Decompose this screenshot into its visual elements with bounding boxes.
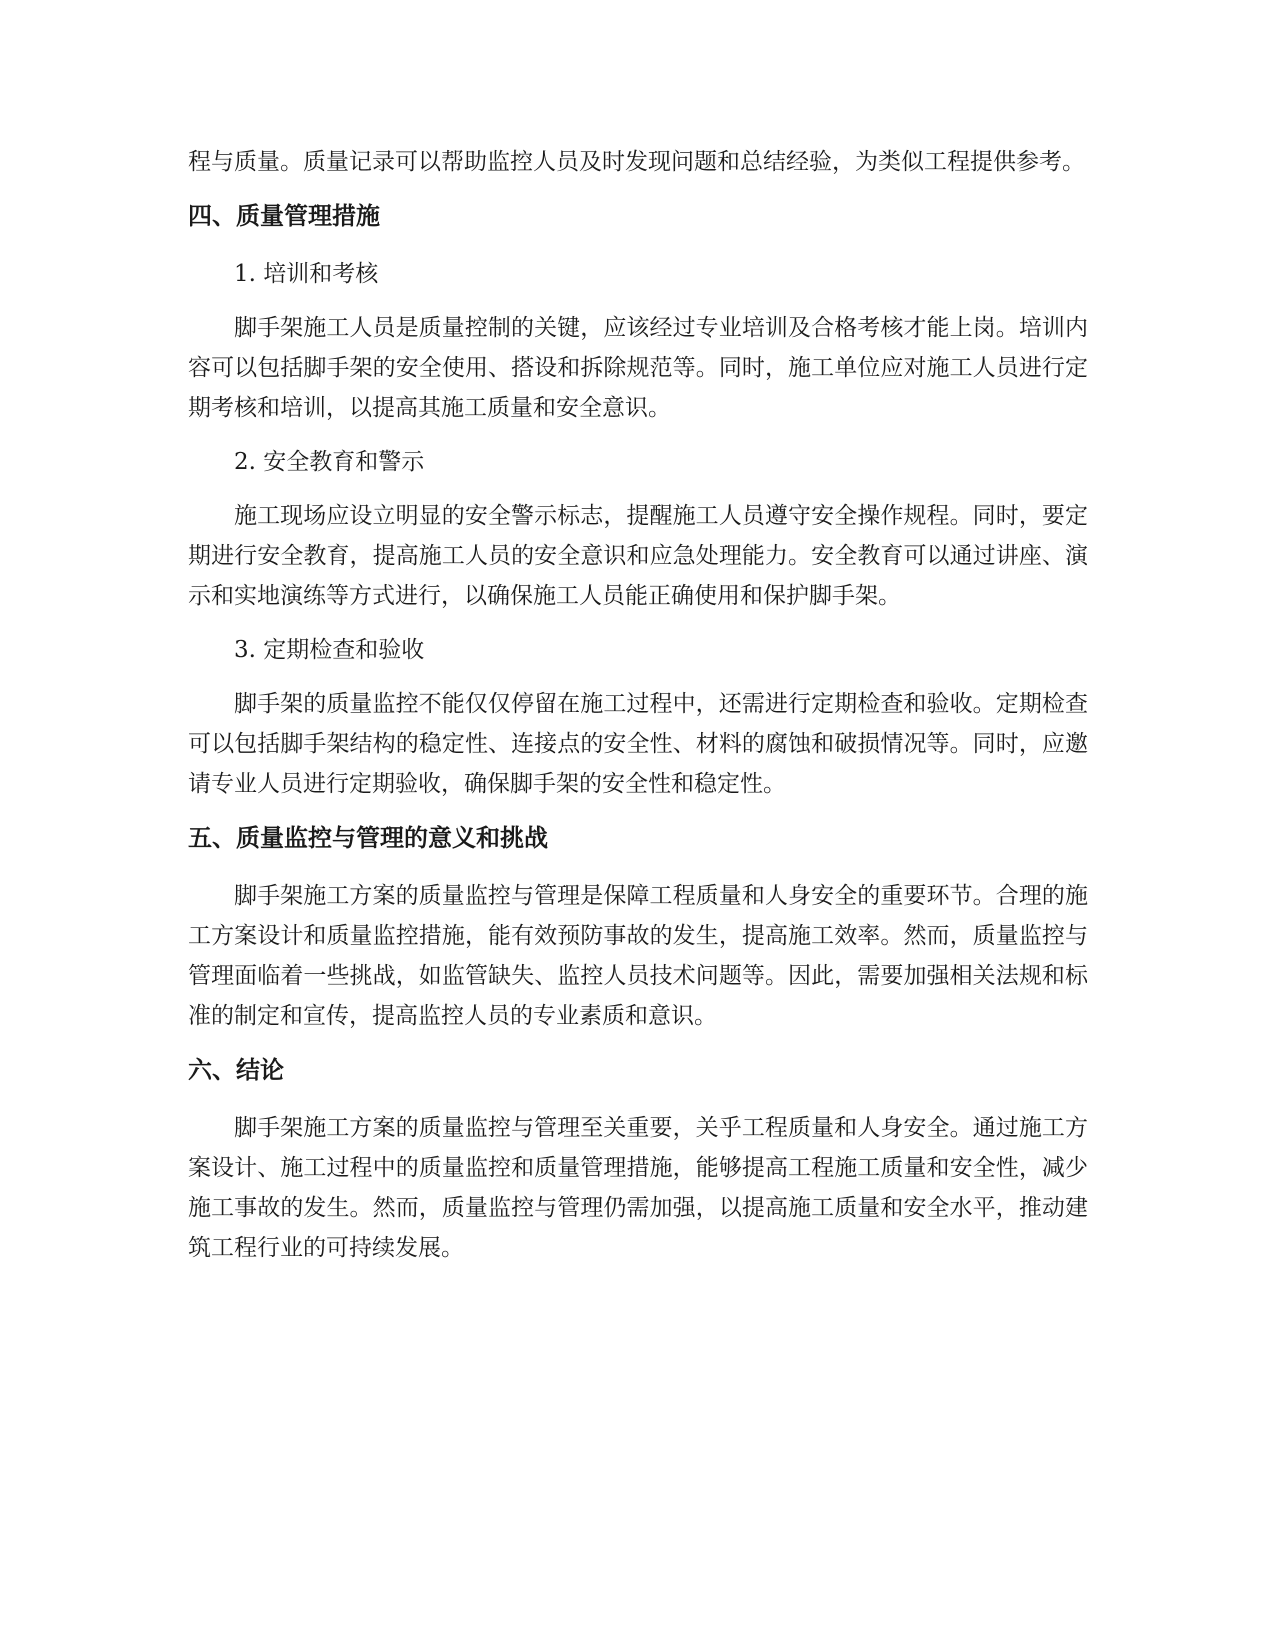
section4-item2-title: 2. 安全教育和警示 [234, 449, 425, 475]
section5-text: 脚手架施工方案的质量监控与管理是保障工程质量和人身安全的重要环节。合理的施工方案设计和质量监控措施，能有效预防事故的发生，提高施工效率。然而，质量监控与管理面临着一些挑战，如监管缺失、监控人员技术问题等。因此，需要加强相关法规和标准的制定和宣传，提高监控人员的专业素质和意识。 [188, 883, 1088, 1029]
document-page [188, 142, 1088, 1282]
section6-heading: 六、结论 [188, 1056, 284, 1084]
section6-text: 脚手架施工方案的质量监控与管理至关重要，关乎工程质量和人身安全。通过施工方案设计、施工过程中的质量监控和质量管理措施，能够提高工程施工质量和安全性，减少施工事故的发生。然而，质量监控与管理仍需加强，以提高施工质量和安全水平，推动建筑工程行业的可持续发展。 [188, 1115, 1088, 1261]
section4-item1-title: 1. 培训和考核 [234, 261, 379, 287]
intro-paragraph: 程与质量。质量记录可以帮助监控人员及时发现问题和总结经验，为类似工程提供参考。 [188, 149, 1085, 175]
section5-heading: 五、质量监控与管理的意义和挑战 [188, 824, 548, 852]
section4-item1-text: 脚手架施工人员是质量控制的关键，应该经过专业培训及合格考核才能上岗。培训内容可以包括脚手架的安全使用、搭设和拆除规范等。同时，施工单位应对施工人员进行定期考核和培训，以提高其施工质量和安全意识。 [188, 315, 1088, 421]
section4-item3-text: 脚手架的质量监控不能仅仅停留在施工过程中，还需进行定期检查和验收。定期检查可以包括脚手架结构的稳定性、连接点的安全性、材料的腐蚀和破损情况等。同时，应邀请专业人员进行定期验收，确保脚手架的安全性和稳定性。 [188, 691, 1088, 797]
section4-item3-title: 3. 定期检查和验收 [234, 637, 425, 663]
section4-heading: 四、质量管理措施 [188, 202, 380, 230]
section4-item2-text: 施工现场应设立明显的安全警示标志，提醒施工人员遵守安全操作规程。同时，要定期进行安全教育，提高施工人员的安全意识和应急处理能力。安全教育可以通过讲座、演示和实地演练等方式进行，以确保施工人员能正确使用和保护脚手架。 [188, 503, 1088, 609]
